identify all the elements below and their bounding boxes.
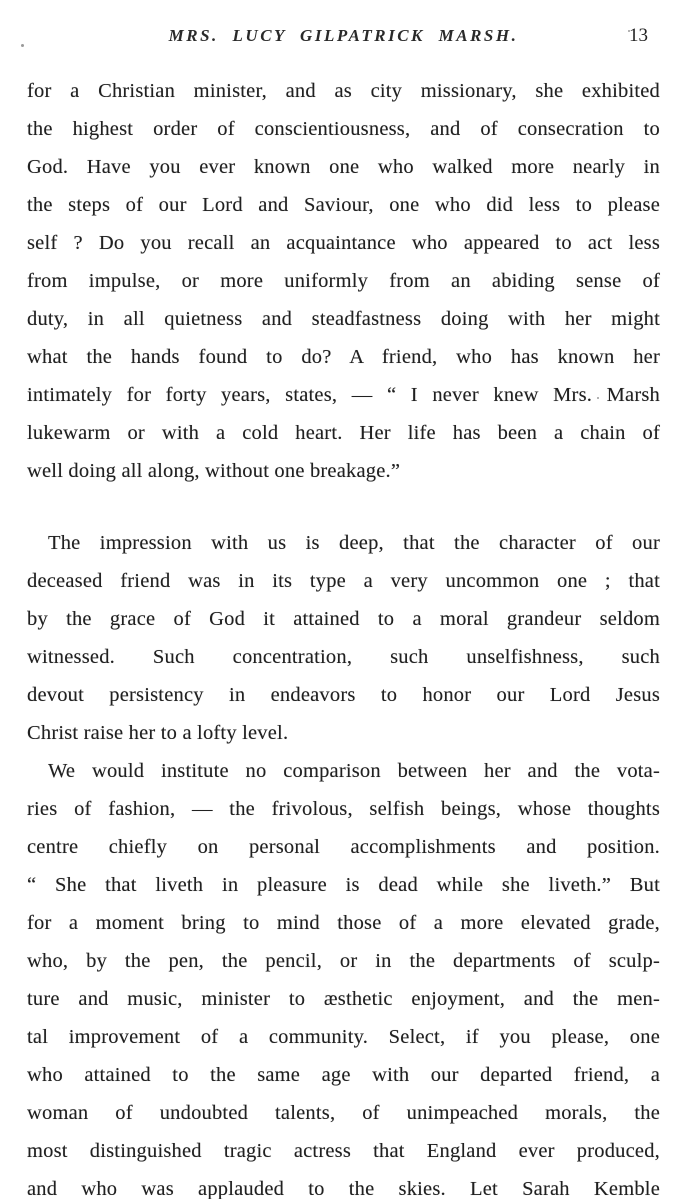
text-line: for a Christian minister, and as city missionary, she exhibited bbox=[27, 80, 660, 102]
paragraph bbox=[27, 72, 660, 490]
text-line: The impression with us is deep, that the character of our bbox=[48, 532, 660, 554]
text-line: ture and music, minister to æsthetic enjoyment, and the men- bbox=[27, 988, 660, 1010]
text-line: the steps of our Lord and Saviour, one who did less to please bbox=[27, 194, 660, 216]
text-line: the highest order of conscientiousness, and of consecration to bbox=[27, 118, 660, 140]
paragraph bbox=[27, 752, 660, 1199]
text-line: for a moment bring to mind those of a more elevated grade, bbox=[27, 912, 660, 934]
text-line: who, by the pen, the pencil, or in the departments of sculp- bbox=[27, 950, 660, 972]
text-line: lukewarm or with a cold heart. Her life has been a chain of bbox=[27, 422, 660, 444]
text-line: self ? Do you recall an acquaintance who appeared to act less bbox=[27, 232, 660, 254]
text-line: from impulse, or more uniformly from an abiding sense of bbox=[27, 270, 660, 292]
text-line: intimately for forty years, states, — “ I never knew Mrs. Marsh bbox=[27, 384, 660, 406]
text-line: woman of undoubted talents, of unimpeached morals, the bbox=[27, 1102, 660, 1124]
text-line: devout persistency in endeavors to honor our Lord Jesus bbox=[27, 684, 660, 706]
text-line: duty, in all quietness and steadfastness doing with her might bbox=[27, 308, 660, 330]
text-line: deceased friend was in its type a very uncommon one ; that bbox=[27, 570, 660, 592]
text-line: well doing all along, without one breakage.” bbox=[27, 460, 401, 482]
text-line: witnessed. Such concentration, such unselfishness, such bbox=[27, 646, 660, 668]
text-line: by the grace of God it attained to a moral grandeur seldom bbox=[27, 608, 660, 630]
text-block bbox=[27, 72, 660, 1199]
text-line: tal improvement of a community. Select, if you please, one bbox=[27, 1026, 660, 1048]
text-line: Christ raise her to a lofty level. bbox=[27, 722, 289, 744]
text-line: centre chiefly on personal accomplishments and position. bbox=[27, 836, 660, 858]
text-line: We would institute no comparison between her and the vota- bbox=[48, 760, 660, 782]
running-head-title: MRS. LUCY GILPATRICK MARSH. bbox=[168, 26, 519, 45]
paragraph bbox=[27, 524, 660, 752]
text-line: and who was applauded to the skies. Let Sarah Kemble bbox=[27, 1178, 660, 1199]
text-line: who attained to the same age with our departed friend, a bbox=[27, 1064, 660, 1086]
text-line: “ She that liveth in pleasure is dead while she liveth.” But bbox=[27, 874, 660, 896]
text-line: what the hands found to do? A friend, who has known her bbox=[27, 346, 660, 368]
text-line: God. Have you ever known one who walked more nearly in bbox=[27, 156, 660, 178]
page-number: 13 bbox=[629, 25, 648, 46]
text-line: ries of fashion, — the frivolous, selfish beings, whose thoughts bbox=[27, 798, 660, 820]
text-line: most distinguished tragic actress that England ever produced, bbox=[27, 1140, 660, 1162]
